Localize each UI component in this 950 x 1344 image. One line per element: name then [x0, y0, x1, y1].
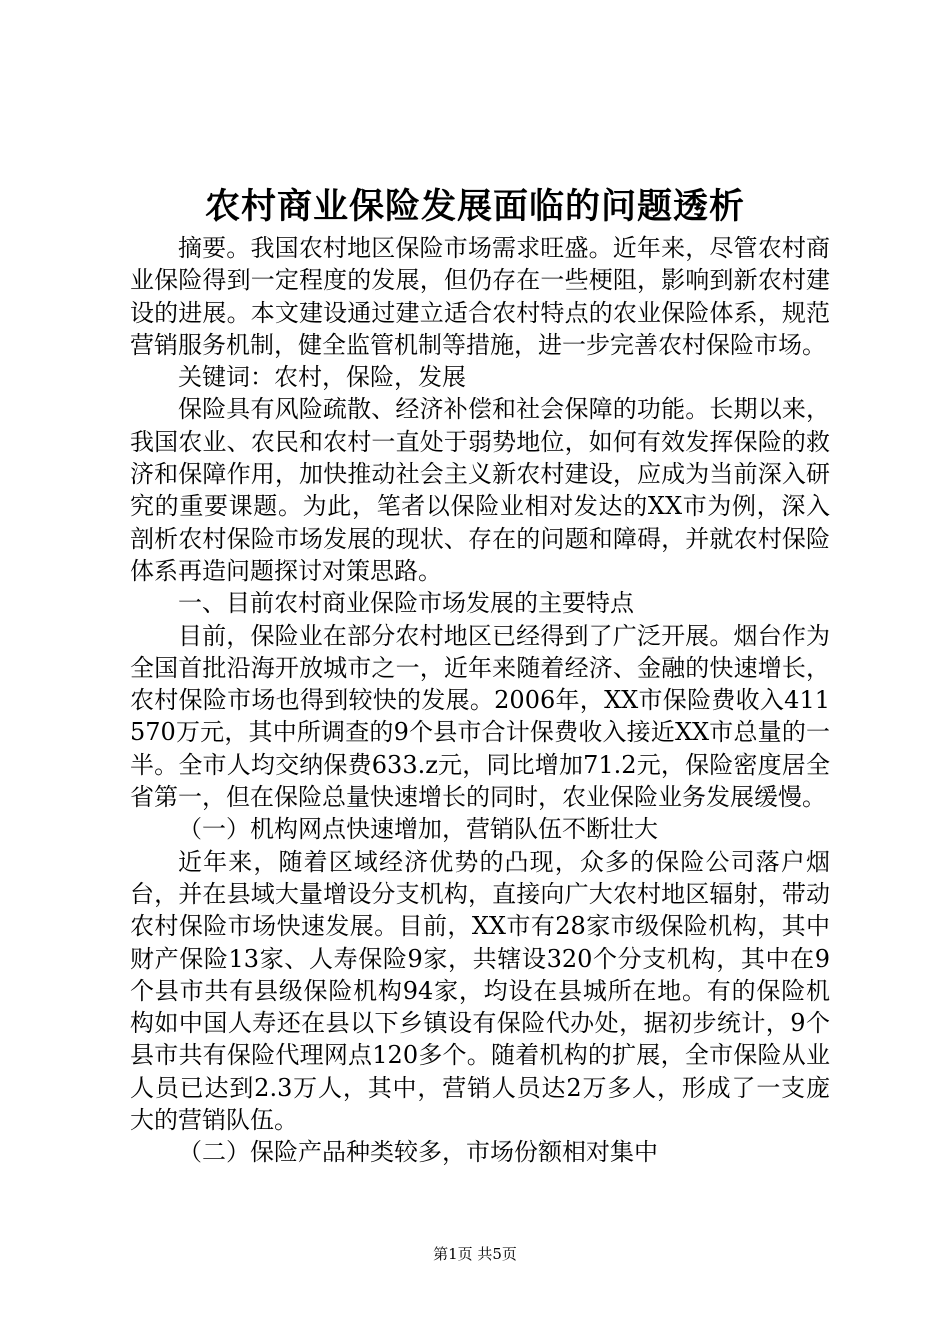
- subsection-1-paragraph: 近年来，随着区域经济优势的凸现，众多的保险公司落户烟台，并在县域大量增设分支机构，直接向广大农村地区辐射，带动农村保险市场快速发展。目前，XX市有28家市级保险机构，其中财产保险13家、人寿保险9家，共辖设320个分支机构，其中在9个县市共有县级保险机构94家，均设在县城所在地。有的保险机构如中国人寿还在县以下乡镇设有保险代办处，据初步统计，9个县市共有保险代理网点120多个。随着机构的扩展，全市保险从业人员已达到2.3万人，其中，营销人员达2万多人，形成了一支庞大的营销队伍。: [130, 847, 830, 1135]
- document-title: 农村商业保险发展面临的问题透析: [204, 186, 745, 227]
- document-body: [130, 232, 830, 1169]
- section-1-paragraph: 目前，保险业在部分农村地区已经得到了广泛开展。烟台作为全国首批沿海开放城市之一，近年来随着经济、金融的快速增长，农村保险市场也得到较快的发展。2006年，XX市保险费收入411570万元，其中所调查的9个县市合计保费收入接近XX市总量的一半。全市人均交纳保费633.z元，同比增加71.2元，保险密度居全省第一，但在保险总量快速增长的同时，农业保险业务发展缓慢。: [130, 621, 830, 812]
- abstract-paragraph: 摘要。我国农村地区保险市场需求旺盛。近年来，尽管农村商业保险得到一定程度的发展，但仍存在一些梗阻，影响到新农村建设的进展。本文建设通过建立适合农村特点的农业保险体系，规范营销服务机制，健全监管机制等措施，进一步完善农村保险市场。: [130, 234, 830, 359]
- subsection-heading-2: （二）保险产品种类较多，市场份额相对集中: [178, 1138, 658, 1167]
- subsection-heading-1: （一）机构网点快速增加，营销队伍不断壮大: [178, 815, 658, 844]
- keywords-paragraph: 关键词：农村，保险，发展: [178, 363, 466, 392]
- section-heading-1: 一、目前农村商业保险市场发展的主要特点: [178, 589, 634, 618]
- intro-paragraph: 保险具有风险疏散、经济补偿和社会保障的功能。长期以来，我国农业、农民和农村一直处于弱势地位，如何有效发挥保险的救济和保障作用，加快推动社会主义新农村建设，应成为当前深入研究的重要课题。为此，笔者以保险业相对发达的XX市为例，深入剖析农村保险市场发展的现状、存在的问题和障碍，并就农村保险体系再造问题探讨对策思路。: [130, 395, 830, 585]
- page-footer: 第1页 共5页: [433, 1245, 517, 1263]
